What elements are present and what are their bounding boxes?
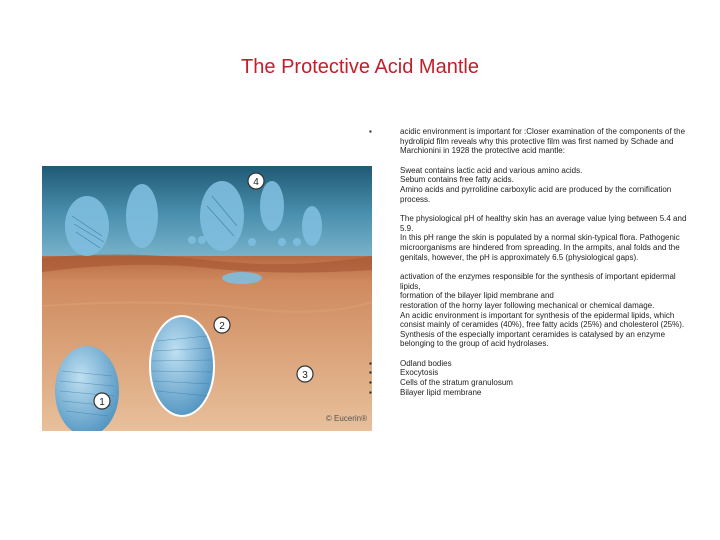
paragraph: Bilayer lipid membrane	[400, 387, 482, 397]
marker-3	[297, 366, 313, 382]
list-item	[368, 127, 688, 359]
acid-mantle-diagram	[42, 166, 372, 431]
skin-illustration	[42, 166, 372, 431]
bullet-icon: ▪	[369, 378, 372, 388]
bullet-icon: ▪	[369, 368, 372, 378]
svg-text:1: 1	[99, 397, 105, 408]
list-item	[368, 368, 688, 378]
bullet-icon: ▪	[369, 127, 372, 136]
paragraph: restoration of the horny layer following mechanical or chemical damage.	[400, 300, 655, 310]
list-item	[368, 359, 688, 369]
paragraph: Odland bodies	[400, 358, 452, 368]
bullet-icon: ▪	[369, 358, 372, 368]
paragraph: activation of the enzymes responsible for the synthesis of important epidermal lipids,	[400, 272, 676, 291]
slide-title: The Protective Acid Mantle	[241, 56, 479, 78]
marker-1	[94, 393, 110, 409]
paragraph: Sweat contains lactic acid and various amino acids.	[400, 165, 583, 175]
bullet-list	[368, 127, 688, 397]
paragraph: Sebum contains free fatty acids.	[400, 175, 514, 185]
svg-text:3: 3	[302, 370, 308, 381]
paragraph: acidic environment is important for :Closer examination of the components of the hydrolipid film reveals why this protective film was first named by Schade and Marchionini in 1928 the protective acid mantle:	[400, 127, 686, 156]
paragraph: Exocytosis	[400, 368, 439, 378]
paragraph: Amino acids and pyrrolidine carboxylic acid are produced by the cornification process.	[400, 184, 672, 204]
svg-text:4: 4	[253, 177, 259, 188]
paragraph: formation of the bilayer lipid membrane and	[400, 291, 554, 301]
paragraph: The physiological pH of healthy skin has an average value lying between 5.4 and 5.9.	[400, 214, 687, 233]
paragraph: An acidic environment is important for synthesis of the epidermal lipids, which consist mainly of ceramides (40%), free fatty acids (25%) and cholesterol (25%). Synthesis of the especially important ceramides is catalysed by an enzyme belonging to the group of acid hydrolases.	[400, 310, 685, 349]
list-item	[368, 378, 688, 388]
marker-2	[214, 317, 230, 333]
list-item	[368, 388, 688, 398]
svg-text:2: 2	[219, 321, 225, 332]
bullet-icon: ▪	[369, 387, 372, 397]
paragraph: In this pH range the skin is populated by a normal skin-typical flora. Pathogenic microorganisms are hindered from spreading. In the armpits, anal folds and the genitals, however, the pH is approximately 6.5 (physiological gaps).	[400, 233, 680, 262]
paragraph: Cells of the stratum granulosum	[400, 378, 513, 388]
watermark: © Eucerin®	[325, 414, 367, 423]
marker-4	[248, 173, 264, 189]
